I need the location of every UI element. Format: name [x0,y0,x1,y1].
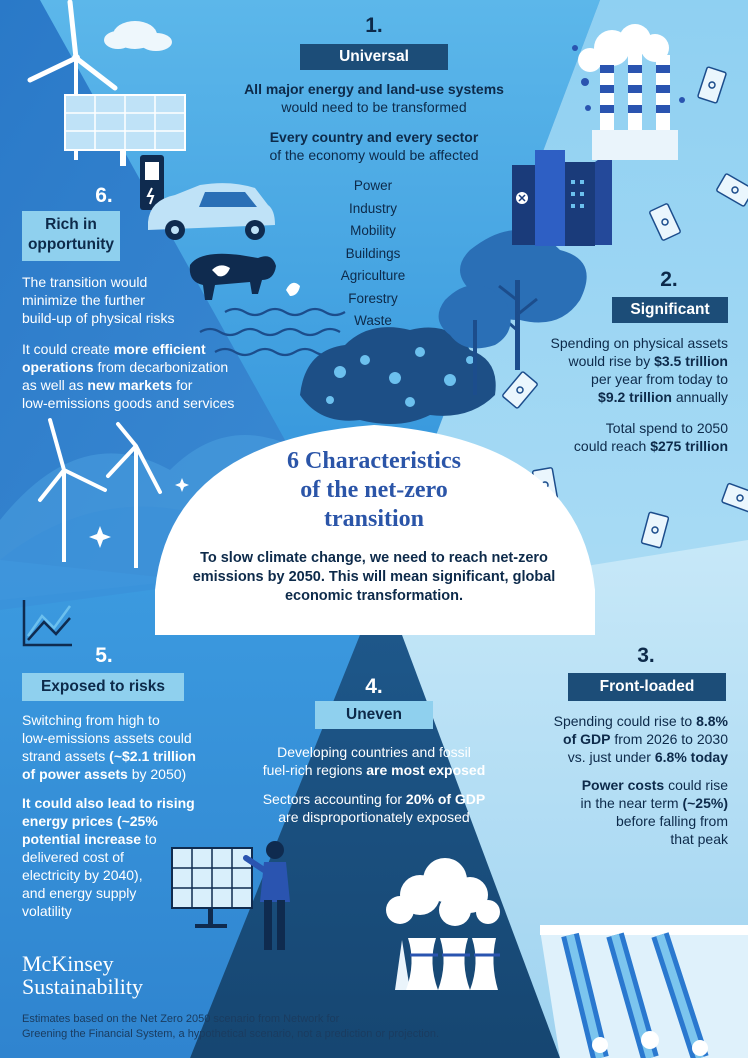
sector-item: Power [353,178,393,193]
universal-number: 1. [365,14,383,37]
uneven-number: 4. [365,675,383,698]
exposed-paragraph-1: Switching from high to low-emissions assets could strand assets (~$2.1 trillion of power assets by 2050) [22,712,196,782]
opportunity-label: Rich in opportunity [22,211,120,261]
exposed-number: 5. [95,644,113,667]
significant-number: 2. [660,268,678,291]
opportunity-paragraph-2: It could create more efficient operations from decarbonization as well as new markets for low-emissions goods and services [22,341,235,411]
exposed-label: Exposed to risks [22,673,184,701]
uneven-paragraph-1: Developing countries and fossil fuel-rich regions are most exposed [262,744,486,778]
sector-item: Industry [348,200,398,216]
footnote: Estimates based on the Net Zero 2050 scenario from Network for Greening the Financial System, a hypothetical scenario, not a prediction or projection. [22,1013,440,1040]
front-loaded-label: Front-loaded [568,673,726,701]
mckinsey-logo: McKinsey [22,951,114,976]
main-subtitle: To slow climate change, we need to reach net-zero emissions by 2050. This will mean significant, global economic transformation. [192,550,556,604]
exposed-paragraph-2: It could also lead to rising energy prices (~25% potential increase to delivered cost of electricity by 2040), and energy supply volatility [22,795,195,919]
dam-icon [540,925,748,1058]
uneven-label: Uneven [315,701,433,729]
sector-item: Buildings [345,245,401,261]
sector-item: Agriculture [340,268,406,283]
sector-item: Mobility [350,223,396,238]
front-loaded-paragraph-2: Power costs could rise in the near term (~25%) before falling from that peak [580,777,728,847]
sector-item: Waste [354,313,392,328]
front-loaded-number: 3. [637,644,655,667]
main-title: 6 Characteristics of the net-zero transition [287,448,461,532]
universal-label: Universal [300,44,448,70]
uneven-paragraph-2: Sectors accounting for 20% of GDP are disproportionately exposed [262,791,486,825]
significant-paragraph-2: Total spend to 2050 could reach $275 trillion [573,420,728,454]
universal-paragraph-2: Every country and every sector of the economy would be affected [269,129,479,163]
universal-paragraph-1: All major energy and land-use systems would need to be transformed [244,81,504,115]
sector-list [318,175,428,333]
opportunity-number: 6. [95,184,113,207]
significant-paragraph-1: Spending on physical assets would rise by $3.5 trillion per year from today to $9.2 trillion annually [550,335,728,405]
significant-label: Significant [612,297,728,323]
sector-item: Forestry [348,290,398,306]
sustainability-logo: Sustainability [22,974,143,999]
opportunity-paragraph-1: The transition would minimize the further build-up of physical risks [22,274,175,326]
front-loaded-paragraph-1: Spending could rise to 8.8% of GDP from 2026 to 2030 vs. just under 6.8% today [553,713,728,765]
